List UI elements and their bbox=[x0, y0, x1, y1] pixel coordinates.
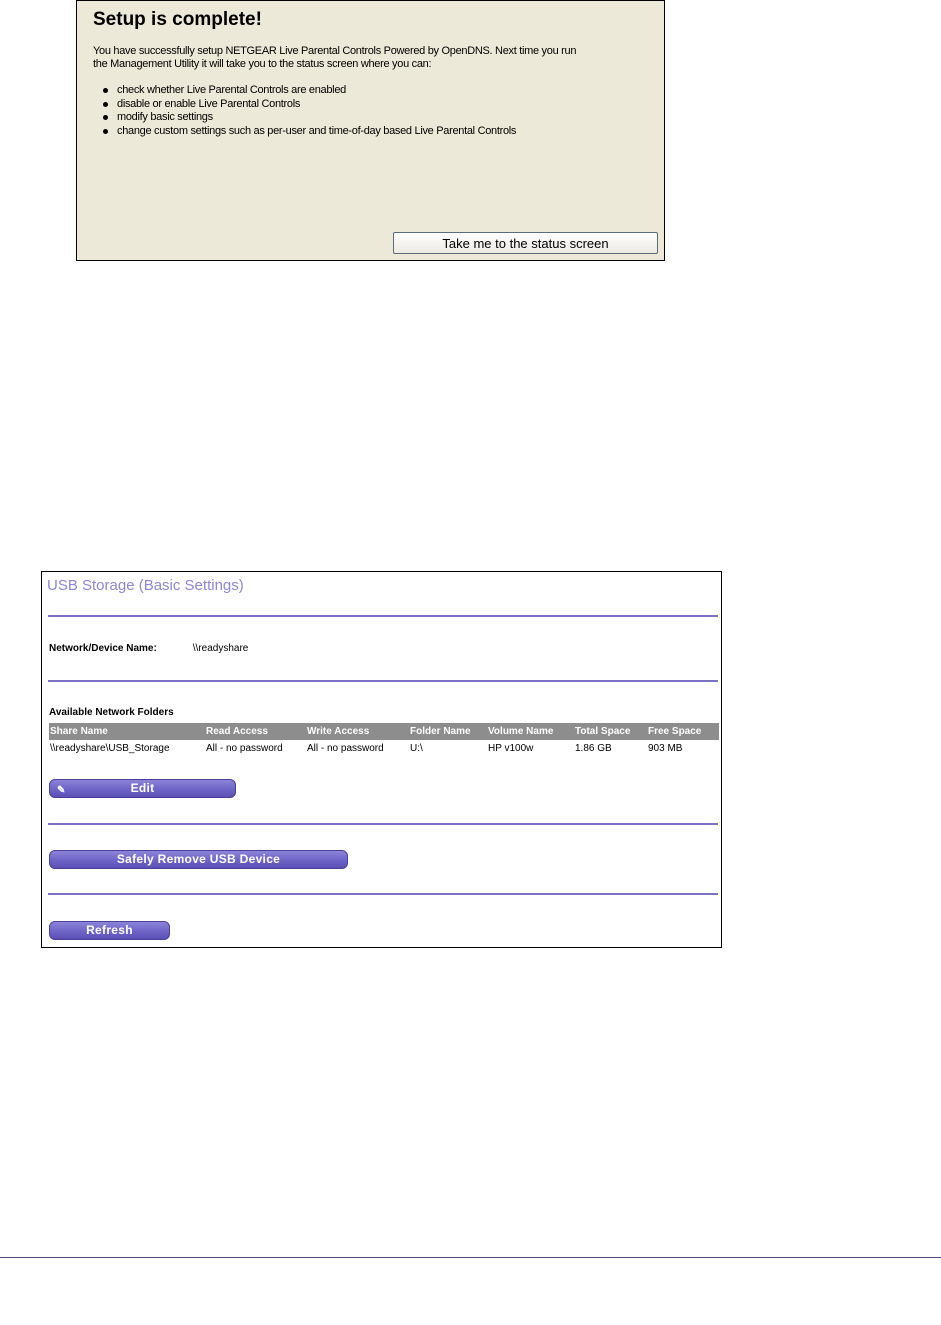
divider bbox=[48, 823, 718, 825]
list-item: change custom settings such as per-user and time-of-day based Live Parental Controls bbox=[93, 125, 553, 139]
setup-complete-panel bbox=[76, 0, 665, 261]
setup-feature-list bbox=[93, 84, 553, 138]
edit-button-label: Edit bbox=[130, 781, 155, 795]
column-header-share-name: Share Name bbox=[49, 723, 205, 740]
column-header-write-access: Write Access bbox=[306, 723, 409, 740]
volume-name-cell: HP v100w bbox=[488, 743, 534, 754]
column-header-total-space: Total Space bbox=[574, 723, 647, 740]
column-header-volume-name: Volume Name bbox=[487, 723, 574, 740]
divider bbox=[48, 615, 718, 617]
column-header-free-space: Free Space bbox=[647, 723, 719, 740]
safely-remove-usb-button[interactable]: Safely Remove USB Device bbox=[49, 850, 348, 869]
pencil-icon: ✎ bbox=[57, 785, 66, 796]
device-name-value: \\readyshare bbox=[192, 643, 249, 654]
divider bbox=[48, 680, 718, 682]
list-item: check whether Live Parental Controls are enabled bbox=[93, 84, 553, 98]
page-title: USB Storage (Basic Settings) bbox=[47, 577, 244, 594]
available-folders-label: Available Network Folders bbox=[49, 707, 174, 718]
read-access-cell: All - no password bbox=[206, 743, 283, 754]
setup-intro-text: You have successfully setup NETGEAR Live Parental Controls Powered by OpenDNS. Next time you run the Management Utility it will take you to the status screen where you can: bbox=[93, 45, 577, 70]
table-header-row bbox=[49, 723, 719, 740]
edit-button[interactable] bbox=[49, 779, 236, 798]
table-row[interactable] bbox=[49, 740, 719, 757]
folder-name-cell: U:\ bbox=[410, 743, 423, 754]
list-item: disable or enable Live Parental Controls bbox=[93, 98, 553, 112]
total-space-cell: 1.86 GB bbox=[575, 743, 612, 754]
take-me-to-status-button[interactable]: Take me to the status screen bbox=[393, 232, 658, 254]
list-item: modify basic settings bbox=[93, 111, 553, 125]
footer-divider bbox=[0, 1257, 941, 1258]
network-folders-table bbox=[49, 723, 719, 757]
free-space-cell: 903 MB bbox=[648, 743, 683, 754]
refresh-button[interactable]: Refresh bbox=[49, 921, 170, 940]
usb-storage-panel bbox=[41, 571, 722, 948]
device-name-label: Network/Device Name: bbox=[49, 643, 157, 654]
device-name-row bbox=[49, 643, 248, 654]
setup-title: Setup is complete! bbox=[93, 9, 262, 30]
share-name-cell: \\readyshare\USB_Storage bbox=[50, 743, 170, 754]
column-header-folder-name: Folder Name bbox=[409, 723, 487, 740]
column-header-read-access: Read Access bbox=[205, 723, 306, 740]
divider bbox=[48, 893, 718, 895]
write-access-cell: All - no password bbox=[307, 743, 384, 754]
